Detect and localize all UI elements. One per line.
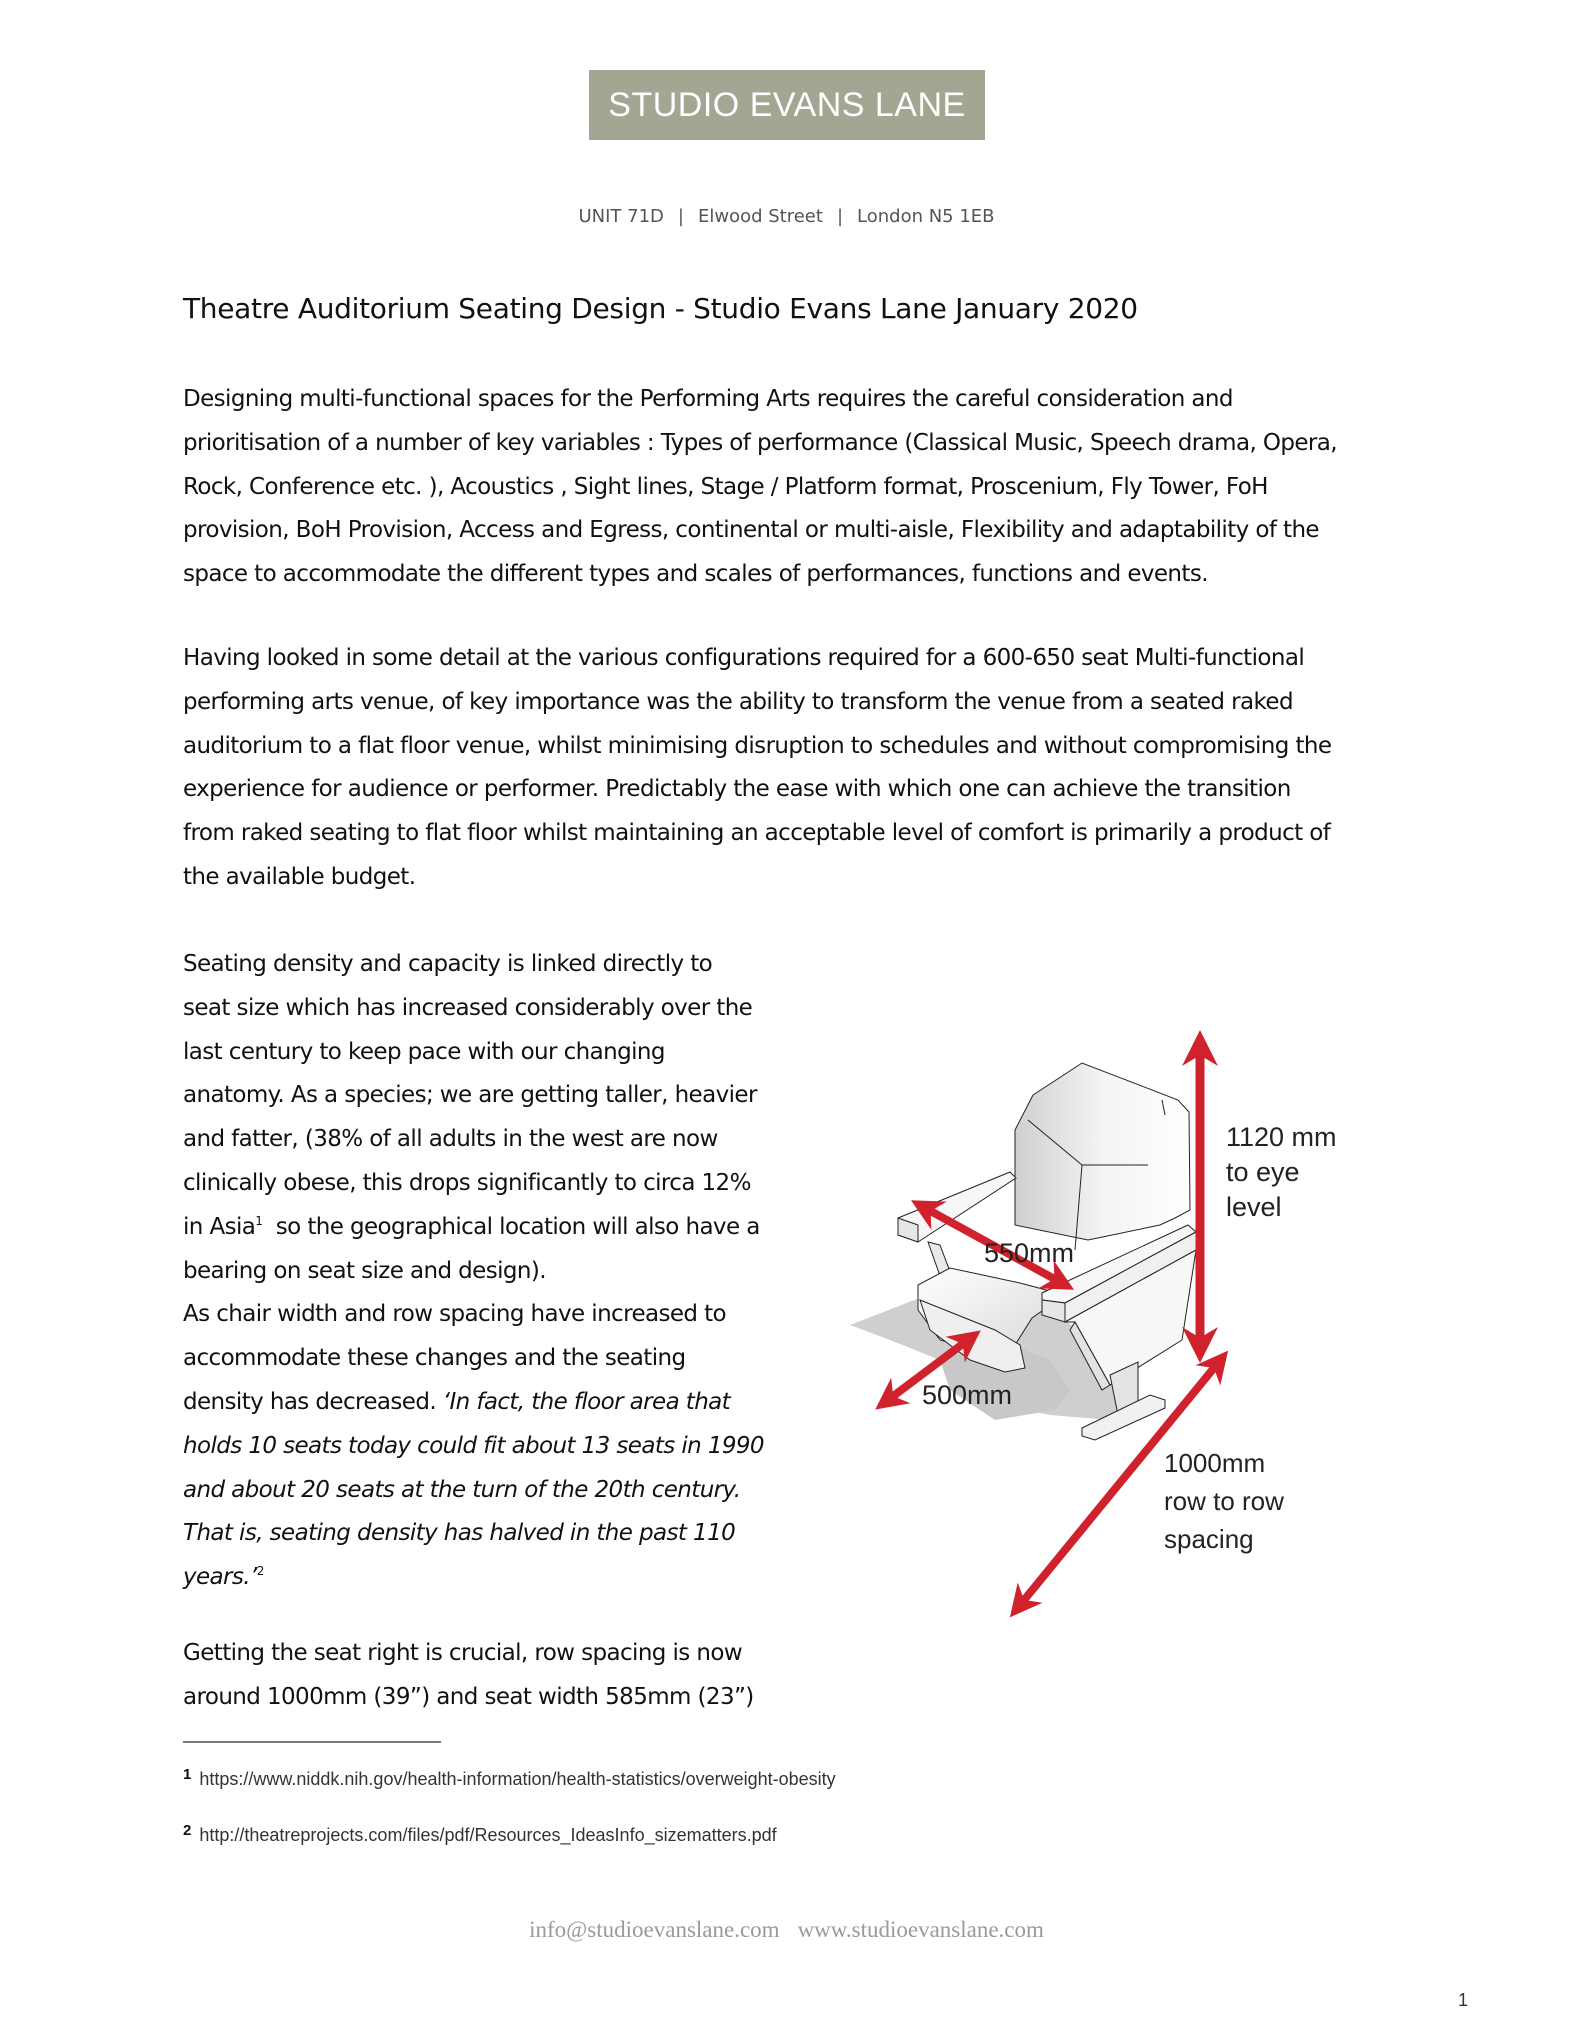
text-line: prioritisation of a number of key variables : Types of performance (Classical Music, Speech drama, Opera,: [183, 429, 1337, 456]
text-line: [183, 1206, 764, 1250]
paragraph-seat-dimensions: [183, 1632, 754, 1720]
logo-text: STUDIO EVANS LANE: [608, 85, 966, 124]
seat-illustration: [820, 1000, 1380, 1620]
text-line: bearing on seat size and design).: [183, 1257, 546, 1284]
text-line: auditorium to a flat floor venue, whilst minimising disruption to schedules and without compromising the: [183, 732, 1332, 759]
text-line: space to accommodate the different types and scales of performances, functions and events.: [183, 561, 1208, 588]
eye-level-label: [1226, 1120, 1337, 1225]
eye-level-label-line: 1120 mm: [1226, 1122, 1337, 1152]
quote-text: That is, seating density has halved in the past 110: [183, 1520, 736, 1547]
address-separator: |: [836, 206, 844, 227]
quote-text: years.’: [183, 1564, 257, 1591]
footnote-divider: [183, 1741, 441, 1743]
text-line: from raked seating to flat floor whilst maintaining an acceptable level of comfort is primarily a product of: [183, 820, 1331, 847]
eye-level-label-line: to eye: [1226, 1157, 1300, 1187]
footnote-link[interactable]: https://www.niddk.nih.gov/health-information/health-statistics/overweight-obesity: [199, 1769, 836, 1789]
quote-line: [183, 1512, 764, 1556]
text-line: Rock, Conference etc. ), Acoustics , Sight lines, Stage / Platform format, Proscenium, Fly Tower, FoH: [183, 473, 1268, 500]
footnote-number: 2: [183, 1822, 192, 1839]
text-line: the available budget.: [183, 863, 416, 890]
address-city: London N5 1EB: [857, 206, 995, 227]
text-fragment: in Asia: [183, 1213, 256, 1240]
text-line: anatomy. As a species; we are getting taller, heavier: [183, 1082, 757, 1109]
seat-depth-label: 500mm: [922, 1380, 1013, 1410]
footnote-1: [183, 1766, 836, 1790]
row-spacing-label-line: 1000mm: [1164, 1448, 1266, 1478]
quote-line: [183, 1556, 764, 1600]
address-street: Elwood Street: [697, 206, 823, 227]
seat-width-label: 550mm: [984, 1238, 1075, 1268]
text-line: accommodate these changes and the seating: [183, 1345, 686, 1372]
address-separator: |: [677, 206, 684, 227]
document-title: Theatre Auditorium Seating Design - Studio Evans Lane January 2020: [183, 292, 1138, 325]
theatre-seat-diagram: [820, 1000, 1380, 1620]
text-line: experience for audience or performer. Predictably the ease with which one can achieve the transition: [183, 776, 1291, 803]
email-link[interactable]: info@studioevanslane.com: [529, 1917, 780, 1942]
text-line: [183, 1381, 764, 1425]
text-line: provision, BoH Provision, Access and Egress, continental or multi-aisle, Flexibility and adaptability of the: [183, 517, 1319, 544]
footnote-link[interactable]: http://theatreprojects.com/files/pdf/Resources_IdeasInfo_sizematters.pdf: [199, 1825, 777, 1845]
quote-text: ‘In fact, the floor area that: [442, 1388, 731, 1415]
page-number: 1: [1458, 1990, 1469, 2010]
row-spacing-label-line: spacing: [1164, 1524, 1254, 1554]
text-line: Seating density and capacity is linked directly to: [183, 951, 713, 977]
quote-text: and about 20 seats at the turn of the 20th century.: [183, 1476, 741, 1503]
footnote-2: [183, 1822, 777, 1846]
paragraph-performing-arts: [183, 378, 1337, 597]
website-link[interactable]: www.studioevanslane.com: [797, 1917, 1044, 1942]
text-fragment: so the geographical location will also have a: [262, 1213, 760, 1240]
footnote-number: 1: [183, 1766, 192, 1783]
text-line: last century to keep pace with our changing: [183, 1038, 665, 1065]
paragraph-venue-configuration: [183, 637, 1331, 900]
address-unit: UNIT 71D: [578, 206, 664, 227]
text-line: clinically obese, this drops significantly to circa 12%: [183, 1169, 751, 1196]
studio-address: [0, 206, 1573, 227]
quote-line: [183, 1469, 764, 1513]
quote-line: [183, 1425, 764, 1469]
text-line: As chair width and row spacing have increased to: [183, 1301, 727, 1328]
text-line: seat size which has increased considerably over the: [183, 994, 753, 1021]
paragraph-seating-density: [183, 943, 764, 1600]
text-line: Designing multi-functional spaces for the Performing Arts requires the careful consideration and: [183, 386, 1233, 412]
text-line: around 1000mm (39”) and seat width 585mm (23”): [183, 1683, 754, 1710]
row-spacing-label: [1164, 1444, 1284, 1558]
text-line: Getting the seat right is crucial, row spacing is now: [183, 1640, 743, 1666]
row-spacing-label-line: row to row: [1164, 1486, 1284, 1516]
footnote-ref-1[interactable]: 1: [255, 1213, 263, 1228]
text-line: Having looked in some detail at the various configurations required for a 600-650 seat Multi-functional: [183, 645, 1305, 671]
text-fragment: density has decreased.: [183, 1388, 443, 1415]
contact-footer: [0, 1917, 1573, 1943]
text-line: performing arts venue, of key importance was the ability to transform the venue from a seated raked: [183, 688, 1293, 715]
studio-logo: [589, 70, 985, 140]
quote-text: holds 10 seats today could fit about 13 seats in 1990: [183, 1432, 764, 1459]
eye-level-label-line: level: [1226, 1192, 1282, 1222]
footnote-ref-2[interactable]: 2: [256, 1564, 264, 1579]
text-line: and fatter, (38% of all adults in the west are now: [183, 1126, 718, 1153]
